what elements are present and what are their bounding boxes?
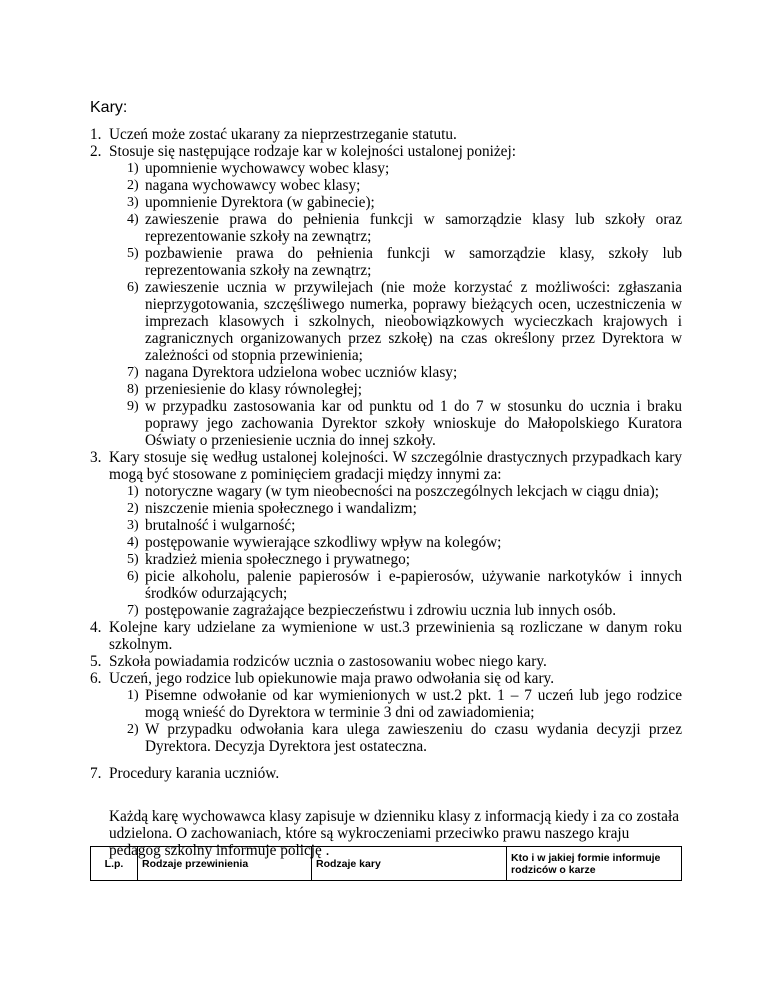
sub-item-text: upomnienie Dyrektora (w gabinecie); xyxy=(145,194,375,211)
sub-item-text: pozbawienie prawa do pełnienia funkcji w samorządzie klasy, szkoły lub reprezentowania szkoły na zewnątrz; xyxy=(145,245,682,279)
item-number: 2. xyxy=(90,143,102,160)
sub-item xyxy=(109,381,682,398)
sub-item-number: 3) xyxy=(127,195,139,210)
header-offenses: Rodzaje przewinienia xyxy=(138,847,312,881)
sub-item-number: 6) xyxy=(127,569,139,584)
sub-item-text: brutalność i wulgarność; xyxy=(145,517,296,534)
sub-item xyxy=(109,602,682,619)
item-text: Kolejne kary udzielane za wymienione w ust.3 przewinienia są rozliczane w danym roku szkolnym. xyxy=(109,619,682,653)
sub-item-text: zawieszenie prawa do pełnienia funkcji w samorządzie klasy lub szkoły oraz reprezentowanie szkoły na zewnątrz; xyxy=(145,211,682,245)
sub-item-text: zawieszenie ucznia w przywilejach (nie może korzystać z możliwości: zgłaszania nieprzygotowania, szczęśliwego numerka, poprawy bieżących ocen, uczestniczenia w imprezach klasowych i szkolnych, nieobowiązkowych wycieczkach krajowych i zagranicznych organizowanych przez szkołę) na czas określony przez Dyrektora w zależności od stopnia przewinienia; xyxy=(145,279,682,364)
table-header-row xyxy=(91,847,682,881)
sub-item-text: przeniesienie do klasy równoległej; xyxy=(145,381,363,398)
numbered-items xyxy=(90,126,682,755)
item-text: Stosuje się następujące rodzaje kar w kolejności ustalonej poniżej: xyxy=(109,143,516,160)
list-item-2 xyxy=(90,143,682,449)
sub-item-text: postępowanie zagrażające bezpieczeństwu i zdrowiu ucznia lub innych osób. xyxy=(145,602,617,619)
sub-item-number: 8) xyxy=(127,382,139,397)
sub-item-text: w przypadku zastosowania kar od punktu od 1 do 7 w stosunku do ucznia i braku poprawy jego zachowania Dyrektor szkoły wnioskuje do Małopolskiego Kuratora Oświaty o przeniesienie ucznia do innej szkoły. xyxy=(145,398,682,449)
sub-item-number: 5) xyxy=(127,552,139,567)
sub-item-text: upomnienie wychowawcy wobec klasy; xyxy=(145,160,390,177)
item-text: Szkoła powiadamia rodziców ucznia o zastosowaniu wobec niego kary. xyxy=(109,653,547,670)
sub-item xyxy=(109,279,682,364)
sub-item-number: 2) xyxy=(127,722,139,737)
sub-item-text: Pisemne odwołanie od kar wymienionych w ust.2 pkt. 1 – 7 uczeń lub jego rodzice mogą wnieść do Dyrektora w terminie 3 dni od zawiadomienia; xyxy=(145,687,682,721)
sub-item-number: 1) xyxy=(127,484,139,499)
sub-item xyxy=(109,500,682,517)
item-number: 7. xyxy=(90,765,102,782)
sub-item xyxy=(109,177,682,194)
item-number: 5. xyxy=(90,653,102,670)
item-number: 4. xyxy=(90,619,102,636)
sub-item-number: 2) xyxy=(127,178,139,193)
item-number: 6. xyxy=(90,670,102,687)
sub-item xyxy=(109,398,682,449)
sub-item xyxy=(109,687,682,721)
item-text: Uczeń, jego rodzice lub opiekunowie maja prawo odwołania się od kary. xyxy=(109,670,555,687)
sub-item xyxy=(109,721,682,755)
item-number: 1. xyxy=(90,126,102,143)
section-heading: Kary: xyxy=(90,99,128,116)
header-who-informs: Kto i w jakiej formie informuje rodziców o karze xyxy=(507,847,682,881)
sub-item xyxy=(109,483,682,500)
sub-item-text: postępowanie wywierające szkodliwy wpływ na kolegów; xyxy=(145,534,502,551)
sub-item xyxy=(109,568,682,602)
sub-item-text: niszczenie mienia społecznego i wandalizm; xyxy=(145,500,417,517)
sub-item-text: nagana Dyrektora udzielona wobec uczniów klasy; xyxy=(145,364,458,381)
list-item-3 xyxy=(90,449,682,619)
list-item-1 xyxy=(90,126,682,143)
sub-item-number: 4) xyxy=(127,212,139,227)
sub-item xyxy=(109,245,682,279)
sub-item xyxy=(109,211,682,245)
list-item-5 xyxy=(90,653,682,670)
item-text: Procedury karania uczniów. xyxy=(109,765,280,782)
item-text: Uczeń może zostać ukarany za nieprzestrzeganie statutu. xyxy=(109,126,457,143)
sub-item-text: kradzież mienia społecznego i prywatnego; xyxy=(145,551,411,568)
sub-item xyxy=(109,194,682,211)
sub-item xyxy=(109,551,682,568)
sub-item xyxy=(109,160,682,177)
sub-item-number: 1) xyxy=(127,688,139,703)
sub-item-number: 6) xyxy=(127,280,139,295)
sub-item-number: 9) xyxy=(127,399,139,414)
penalties-table xyxy=(90,846,682,881)
sub-item xyxy=(109,517,682,534)
sub-item-number: 4) xyxy=(127,535,139,550)
sub-item xyxy=(109,534,682,551)
sub-item-text: notoryczne wagary (w tym nieobecności na poszczególnych lekcjach w ciągu dnia); xyxy=(145,483,659,500)
sub-item-text: nagana wychowawcy wobec klasy; xyxy=(145,177,361,194)
header-penalty-types: Rodzaje kary xyxy=(312,847,507,881)
sub-item-number: 7) xyxy=(127,365,139,380)
sub-item-number: 5) xyxy=(127,246,139,261)
sub-item-number: 3) xyxy=(127,518,139,533)
item-text: Kary stosuje się według ustalonej kolejności. W szczególnie drastycznych przypadkach kary mogą być stosowane z pominięciem gradacji między innymi za: xyxy=(109,449,682,483)
sub-item-number: 2) xyxy=(127,501,139,516)
sub-item-text: picie alkoholu, palenie papierosów i e-papierosów, używanie narkotyków i innych środków odurzających; xyxy=(145,568,682,602)
sub-item-number: 1) xyxy=(127,161,139,176)
sub-item xyxy=(109,364,682,381)
list-item-6 xyxy=(90,670,682,755)
procedure-paragraph: Każdą karę wychowawca klasy zapisuje w dzienniku klasy z informacją kiedy i za co została udzielona. O zachowaniach, które są wykroczeniami przeciwko prawu naszego kraju pedagog szkolny informuje policję . xyxy=(109,808,679,859)
item-number: 3. xyxy=(90,449,102,466)
list-item-7 xyxy=(90,765,682,859)
list-item-4 xyxy=(90,619,682,653)
sub-item-text: W przypadku odwołania kara ulega zawieszeniu do czasu wydania decyzji przez Dyrektora. Decyzja Dyrektora jest ostateczna. xyxy=(145,721,682,755)
penalties-list xyxy=(90,126,682,859)
sub-item-number: 7) xyxy=(127,603,139,618)
header-lp: L.p. xyxy=(91,847,138,881)
